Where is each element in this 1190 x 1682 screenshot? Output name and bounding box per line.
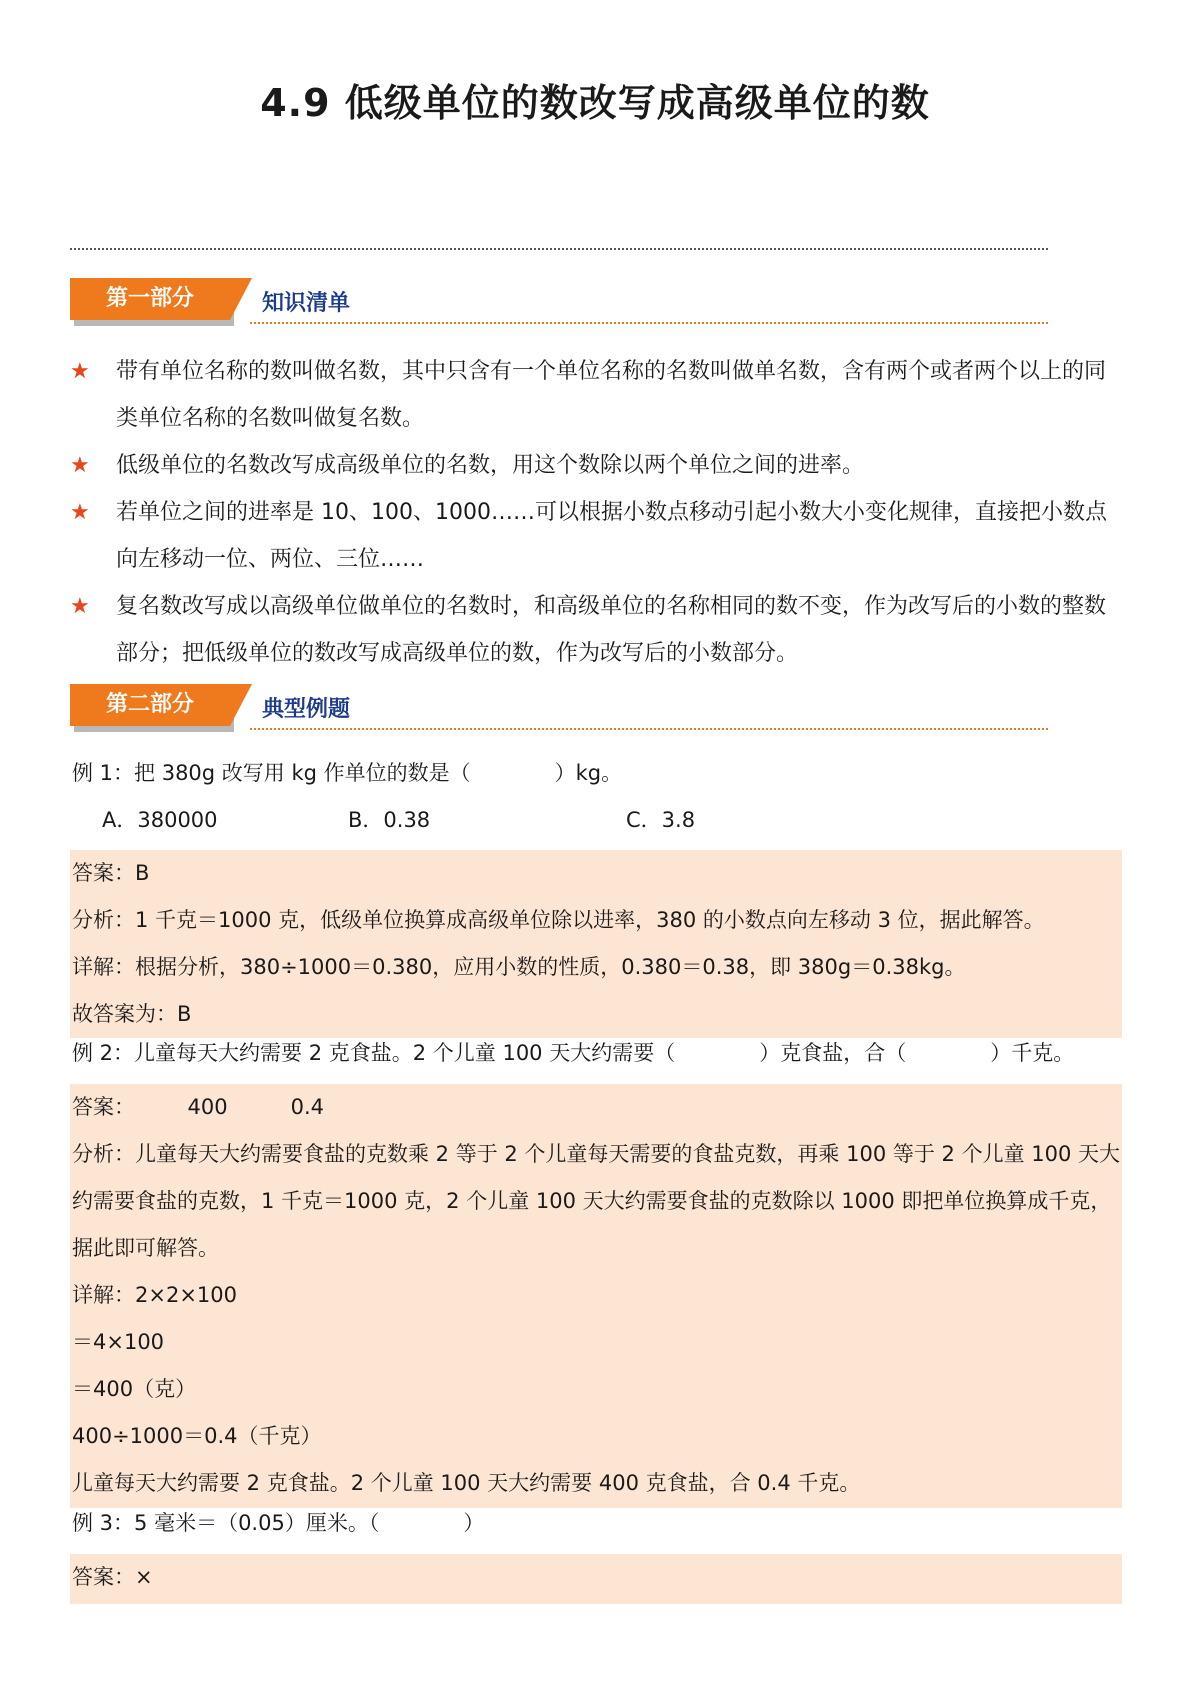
- star-icon: ★: [70, 359, 90, 384]
- section-divider: [250, 728, 1048, 730]
- star-icon: ★: [70, 594, 90, 619]
- page-title: 4.9 低级单位的数改写成高级单位的数: [260, 81, 930, 125]
- detail: ＝400（克）: [72, 1377, 197, 1401]
- option-b: B．0.38: [348, 808, 431, 832]
- section-header-examples: [70, 684, 1048, 734]
- example-2-answer-box: [70, 1084, 1122, 1508]
- knowledge-item: ★ 复名数改写成以高级单位做单位的名数时，和高级单位的名称相同的数不变，作为改写后的小数的整数部分；把低级单位的数改写成高级单位的数，作为改写后的小数部分。: [70, 583, 1122, 677]
- knowledge-item: ★ 带有单位名称的数叫做名数，其中只含有一个单位名称的名数叫做单名数，含有两个或者两个以上的同类单位名称的名数叫做复名数。: [70, 348, 1122, 442]
- star-icon: ★: [70, 500, 90, 525]
- knowledge-item: ★ 低级单位的名数改写成高级单位的名数，用这个数除以两个单位之间的进率。: [70, 442, 1122, 489]
- knowledge-item: ★ 若单位之间的进率是 10、100、1000……可以根据小数点移动引起小数大小变化规律，直接把小数点向左移动一位、两位、三位……: [70, 489, 1122, 583]
- conclusion: 儿童每天大约需要 2 克食盐。2 个儿童 100 天大约需要 400 克食盐，合 0.4 千克。: [72, 1471, 861, 1495]
- section-tag: 第一部分: [70, 278, 230, 320]
- section-divider: [250, 322, 1048, 324]
- answer: 答案：B: [72, 861, 150, 885]
- detail: 400÷1000＝0.4（千克）: [72, 1424, 322, 1448]
- example-1-question: 例 1：把 380g 改写用 kg 作单位的数是（ ）kg。: [72, 761, 623, 785]
- detail: 详解：根据分析，380÷1000＝0.380，应用小数的性质，0.380＝0.38，即 380g＝0.38kg。: [72, 955, 966, 979]
- section-header-knowledge: [70, 278, 1048, 328]
- example-3-answer-box: [70, 1554, 1122, 1604]
- section-tag: 第二部分: [70, 684, 230, 726]
- example-2-question: 例 2：儿童每天大约需要 2 克食盐。2 个儿童 100 天大约需要（ ）克食盐，合（ ）千克。: [72, 1041, 1075, 1065]
- answer: 答案： 400 0.4: [72, 1095, 324, 1119]
- example-1-answer-box: [70, 850, 1122, 1038]
- section-name: 知识清单: [262, 291, 351, 316]
- final-answer: 故答案为：B: [72, 1002, 192, 1026]
- section-name: 典型例题: [262, 697, 351, 722]
- star-icon: ★: [70, 453, 90, 478]
- option-c: C．3.8: [626, 808, 696, 832]
- analysis: 分析：儿童每天大约需要食盐的克数乘 2 等于 2 个儿童每天需要的食盐克数，再乘 100 等于 2 个儿童 100 天大约需要食盐的克数，1 千克＝1000 克，2 个儿童 100 天大约需要食盐的克数除以 1000 即把单位换算成千克，据此即可解答。: [72, 1142, 1120, 1260]
- divider: [70, 248, 1048, 250]
- example-3-question: 例 3：5 毫米＝（0.05）厘米。（ ）: [72, 1511, 485, 1535]
- detail: ＝4×100: [72, 1330, 165, 1354]
- option-a: A．380000: [102, 808, 218, 832]
- analysis: 分析：1 千克＝1000 克，低级单位换算成高级单位除以进率，380 的小数点向左移动 3 位，据此解答。: [72, 908, 1045, 932]
- answer: 答案：×: [72, 1565, 153, 1589]
- detail: 详解：2×2×100: [72, 1283, 237, 1307]
